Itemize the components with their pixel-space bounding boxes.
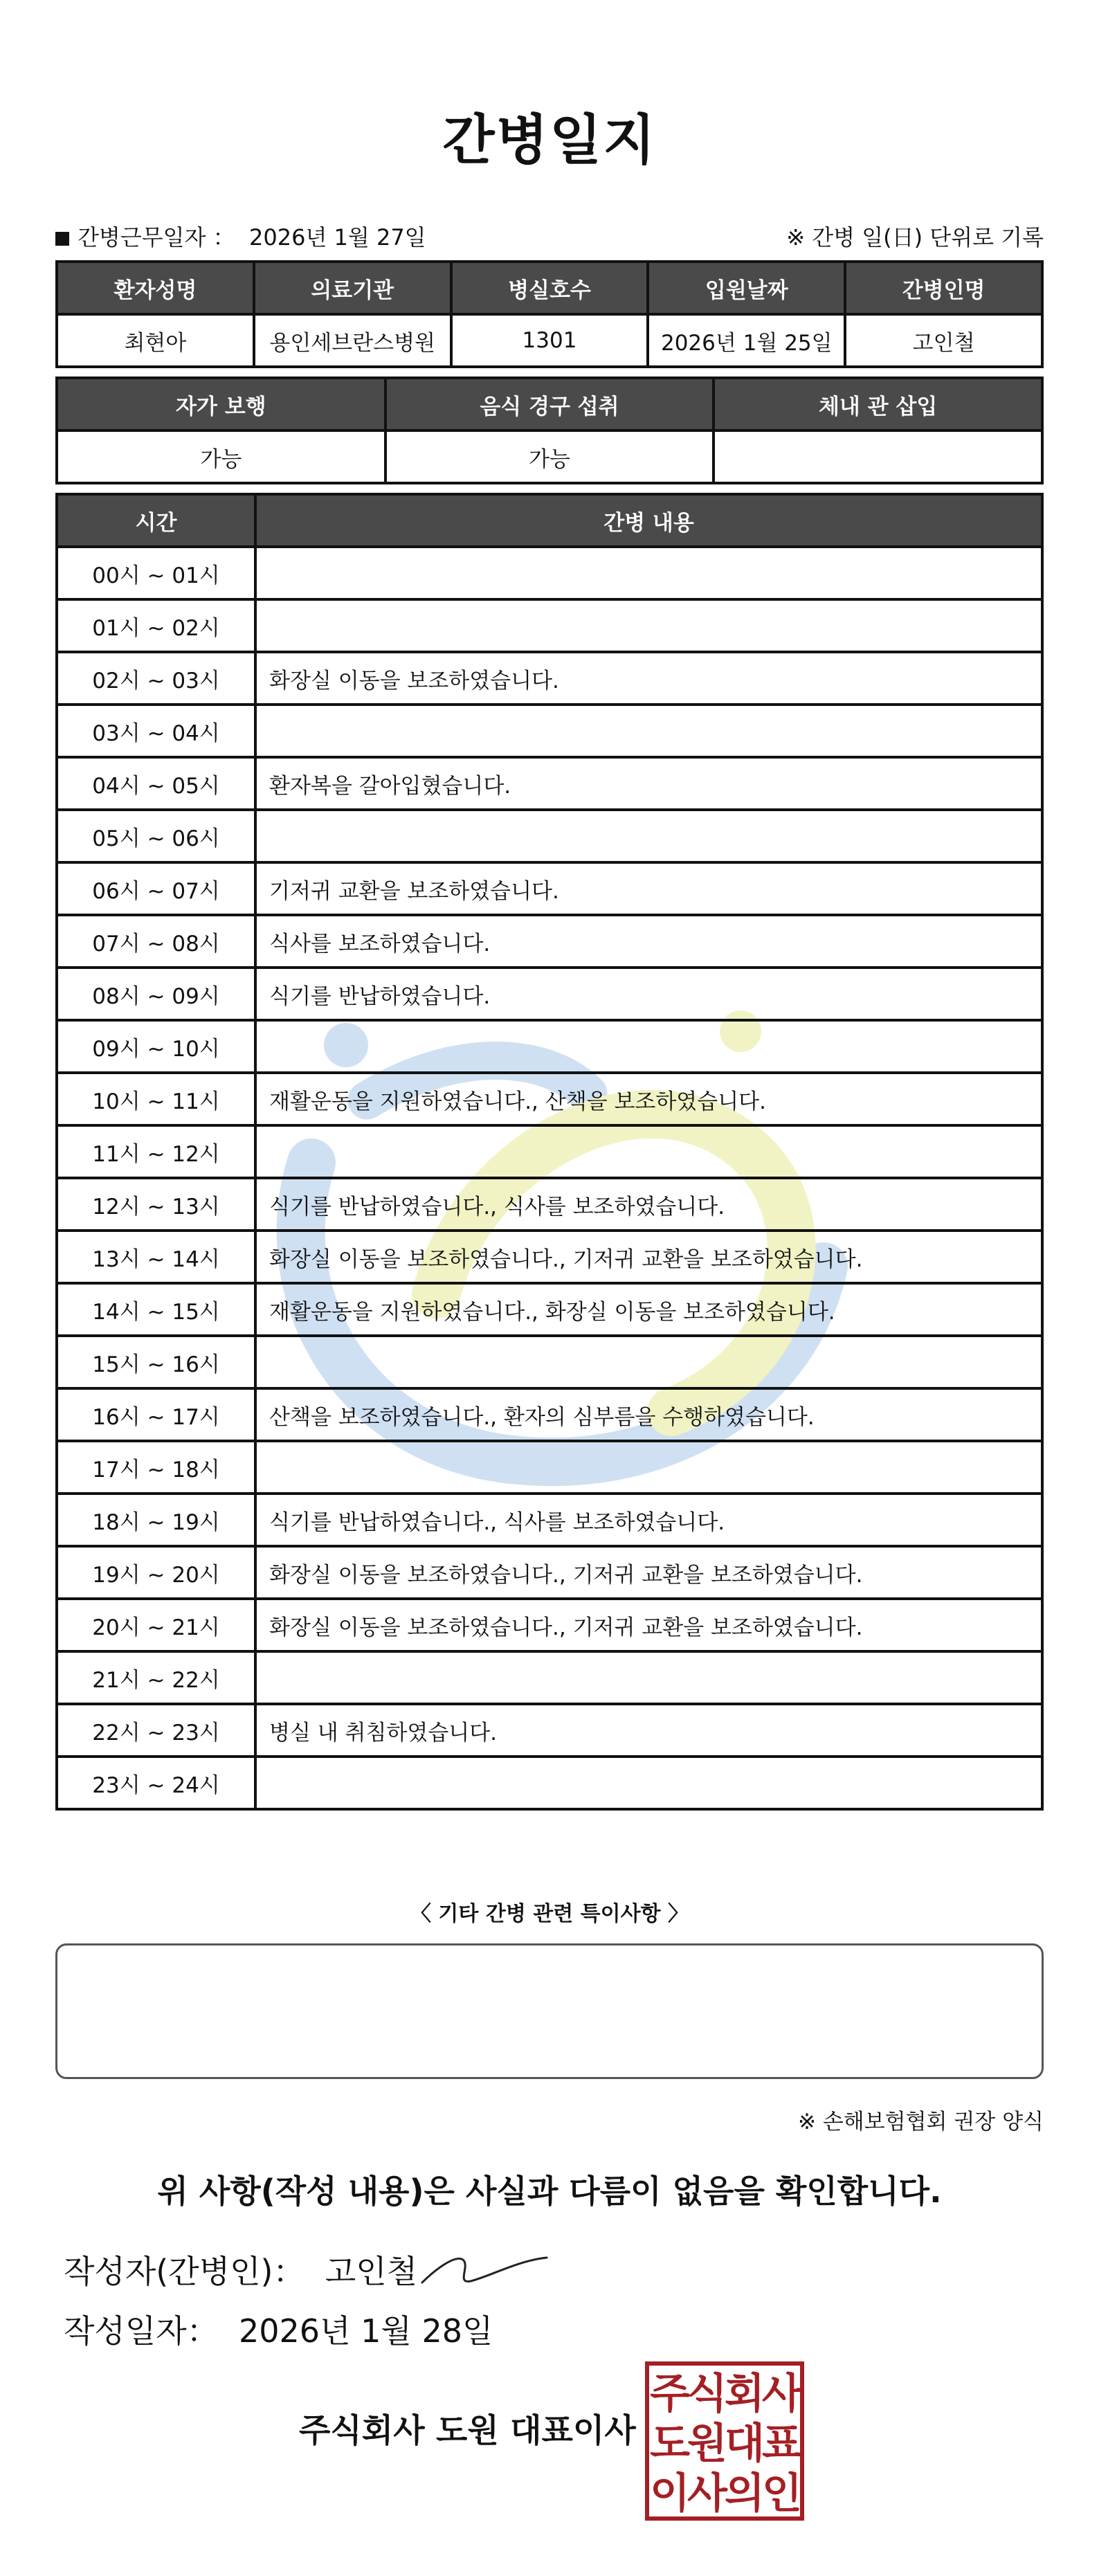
signature [415,2241,554,2296]
log-time: 01시 ~ 02시 [57,599,255,652]
log-content [255,810,1042,862]
log-time: 02시 ~ 03시 [57,652,255,705]
log-time: 06시 ~ 07시 [57,862,255,915]
oral-intake-status: 가능 [385,430,714,483]
log-row [57,1704,1042,1757]
log-row [57,547,1042,599]
date-value: 2026년 1월 28일 [239,2312,493,2350]
confirmation-statement: 위 사항(작성 내용)은 사실과 다름이 없음을 확인합니다. [157,2173,942,2210]
log-content: 재활운동을 지원하였습니다., 산책을 보조하였습니다. [255,1073,1042,1125]
header-walking: 자가 보행 [57,378,385,430]
unit-note: ※ 간병 일(日) 단위로 기록 [786,224,1044,251]
log-time: 04시 ~ 05시 [57,757,255,810]
header-oral-intake: 음식 경구 섭취 [385,378,714,430]
log-content: 재활운동을 지원하였습니다., 화장실 이동을 보조하였습니다. [255,1283,1042,1336]
log-time: 09시 ~ 10시 [57,1020,255,1073]
log-row [57,1020,1042,1073]
header-caregiver: 간병인명 [845,262,1042,314]
log-row [57,1388,1042,1441]
notes-title: 〈 기타 간병 관련 특이사항 〉 [410,1902,689,1926]
log-row [57,1441,1042,1494]
log-time: 03시 ~ 04시 [57,705,255,757]
log-time: 15시 ~ 16시 [57,1336,255,1388]
seal-row: 도원대표 [650,2420,799,2468]
log-time: 12시 ~ 13시 [57,1178,255,1231]
log-content: 환자복을 갈아입혔습니다. [255,757,1042,810]
log-content [255,705,1042,757]
log-content [255,1757,1042,1809]
log-content [255,599,1042,652]
log-time: 14시 ~ 15시 [57,1283,255,1336]
log-time: 11시 ~ 12시 [57,1125,255,1178]
log-content: 식기를 반납하였습니다., 식사를 보조하였습니다. [255,1494,1042,1546]
company-name: 주식회사 도원 대표이사 [299,2412,636,2450]
header-care-content: 간병 내용 [255,494,1042,547]
patient-value-row [57,314,1042,367]
square-bullet-icon [55,232,69,246]
log-row [57,757,1042,810]
log-row [57,1125,1042,1178]
log-row [57,915,1042,968]
log-row [57,810,1042,862]
writer-line [64,2247,417,2292]
care-log-table [55,493,1044,1811]
writer-label: 작성자(간병인)： [64,2253,305,2290]
log-content [255,1441,1042,1494]
writer-name: 고인철 [325,2253,418,2290]
log-row [57,705,1042,757]
log-content: 식기를 반납하였습니다. [255,968,1042,1020]
log-row [57,1178,1042,1231]
log-time: 07시 ~ 08시 [57,915,255,968]
log-content [255,1651,1042,1704]
work-date-value: 2026년 1월 27일 [249,224,426,251]
patient-status-table [55,377,1044,484]
log-time: 23시 ~ 24시 [57,1757,255,1809]
status-header-row [57,378,1042,430]
log-time: 19시 ~ 20시 [57,1546,255,1599]
recommendation-note: ※ 손해보험협회 권장 양식 [798,2110,1044,2134]
document-title: 간병일지 [442,109,657,172]
log-content [255,1125,1042,1178]
log-time: 05시 ~ 06시 [57,810,255,862]
caregiver-name: 고인철 [845,314,1042,367]
company-seal [645,2361,804,2521]
log-row [57,1757,1042,1809]
seal-row: 주식회사 [650,2370,799,2418]
patient-header-row [57,262,1042,314]
header-time: 시간 [57,494,255,547]
log-content [255,1020,1042,1073]
log-time: 21시 ~ 22시 [57,1651,255,1704]
log-row [57,862,1042,915]
header-room: 병실호수 [451,262,648,314]
log-row [57,1546,1042,1599]
log-content: 산책을 보조하였습니다., 환자의 심부름을 수행하였습니다. [255,1388,1042,1441]
log-row [57,1651,1042,1704]
log-row [57,1073,1042,1125]
log-content: 식기를 반납하였습니다., 식사를 보조하였습니다. [255,1178,1042,1231]
log-content: 병실 내 취침하였습니다. [255,1704,1042,1757]
log-time: 13시 ~ 14시 [57,1231,255,1283]
work-date [55,220,426,252]
log-header-row [57,494,1042,547]
log-content: 식사를 보조하였습니다. [255,915,1042,968]
patient-info-table [55,260,1044,368]
log-time: 18시 ~ 19시 [57,1494,255,1546]
log-content: 화장실 이동을 보조하였습니다., 기저귀 교환을 보조하였습니다. [255,1546,1042,1599]
log-row [57,1283,1042,1336]
admission-date: 2026년 1월 25일 [648,314,845,367]
header-hospital: 의료기관 [254,262,451,314]
log-content [255,547,1042,599]
log-content: 화장실 이동을 보조하였습니다., 기저귀 교환을 보조하였습니다. [255,1599,1042,1651]
log-row [57,652,1042,705]
header-tube: 체내 관 삽입 [714,378,1042,430]
seal-row: 이사의인 [650,2469,799,2518]
status-value-row [57,430,1042,483]
log-time: 16시 ~ 17시 [57,1388,255,1441]
log-content: 기저귀 교환을 보조하였습니다. [255,862,1042,915]
log-body [57,547,1042,1809]
log-row [57,1599,1042,1651]
header-admission-date: 입원날짜 [648,262,845,314]
log-row [57,1494,1042,1546]
log-time: 20시 ~ 21시 [57,1599,255,1651]
log-time: 22시 ~ 23시 [57,1704,255,1757]
log-time: 00시 ~ 01시 [57,547,255,599]
notes-box [55,1943,1044,2079]
log-content [255,1336,1042,1388]
hospital-name: 용인세브란스병원 [254,314,451,367]
log-content: 화장실 이동을 보조하였습니다., 기저귀 교환을 보조하였습니다. [255,1231,1042,1283]
patient-name: 최현아 [57,314,254,367]
log-row [57,599,1042,652]
log-time: 08시 ~ 09시 [57,968,255,1020]
date-line [64,2306,493,2352]
header-patient-name: 환자성명 [57,262,254,314]
date-label: 작성일자： [64,2312,219,2350]
walking-status: 가능 [57,430,385,483]
work-date-label: 간병근무일자 ： [78,224,235,251]
log-time: 10시 ~ 11시 [57,1073,255,1125]
log-row [57,968,1042,1020]
log-row [57,1231,1042,1283]
room-number: 1301 [451,314,648,367]
log-row [57,1336,1042,1388]
tube-status [714,430,1042,483]
log-content: 화장실 이동을 보조하였습니다. [255,652,1042,705]
log-time: 17시 ~ 18시 [57,1441,255,1494]
